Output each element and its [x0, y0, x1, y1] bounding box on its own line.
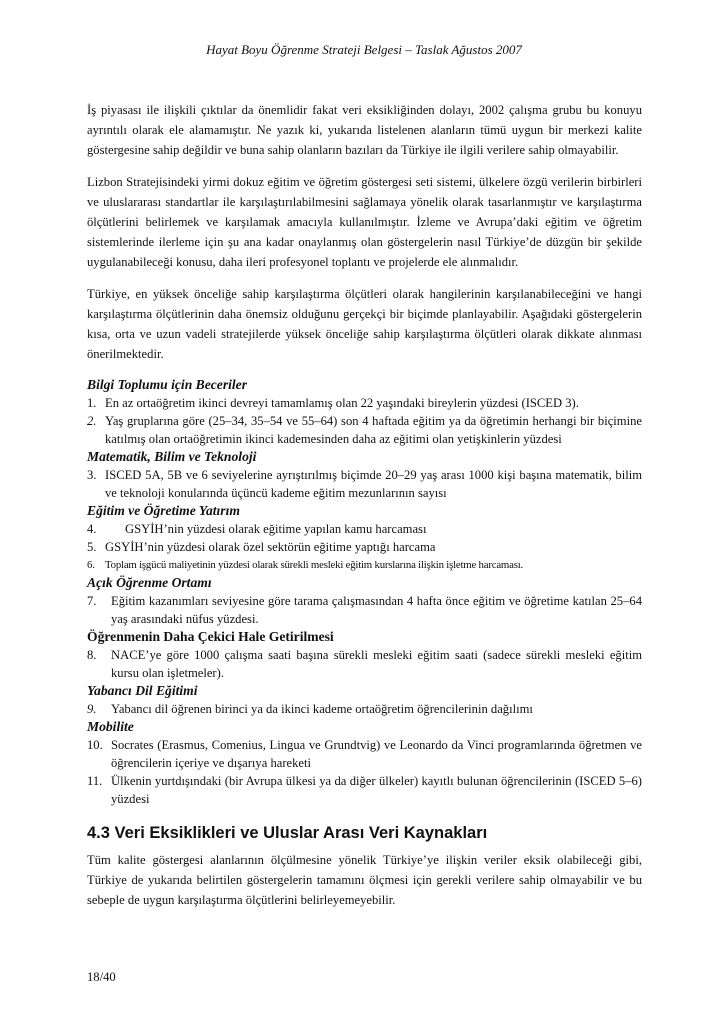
subheading: Mobilite: [87, 719, 134, 734]
item-number: 5.: [87, 540, 97, 554]
indicator-list: [87, 736, 642, 808]
item-text: Ülkenin yurtdışındaki (bir Avrupa ülkesi ya da diğer ülkeler) kayıtlı bulunan öğrencilerinin (ISCED 5–6) yüzdesi: [111, 774, 642, 806]
item-number: 11.: [87, 774, 103, 788]
subheading: Matematik, Bilim ve Teknoloji: [87, 449, 257, 464]
paragraph: Lizbon Stratejisindeki yirmi dokuz eğitim ve öğretim göstergesi seti sistemi, ülkelere özgü verilerin birbirleri ve uluslararası standartlar ile karşılaştırılabilmesini sağlamaya yönelik olarak tasarlanmıştır ve karşılaştırma ölçütlerini belirlemek ve karşılamak amacıyla kullanılmıştır. İzleme ve Avrupa’daki eğitim ve öğretim sistemlerinde ilerleme için şu ana kadar onaylanmış olan göstergelerin nasıl Türkiye’de düzgün bir şekilde uygulanabileceği konusu, daha ileri profesyonel toplantı ve projelerde ele alınmalıdır.: [87, 175, 642, 269]
indicator-list: [87, 646, 642, 682]
list-item: [87, 736, 642, 772]
list-item: [87, 646, 642, 682]
list-item: [87, 556, 642, 574]
indicator-list: [87, 700, 642, 718]
item-text: GSYİH’nin yüzdesi olarak özel sektörün eğitime yaptığı harcama: [105, 540, 436, 554]
subheading: Bilgi Toplumu için Beceriler: [87, 377, 247, 392]
item-number: 6.: [87, 559, 95, 571]
item-text: NACE’ye göre 1000 çalışma saati başına sürekli mesleki eğitim saati (sadece sürekli mesleki eğitim kursu olan işletmeler).: [111, 648, 642, 680]
paragraph: İş piyasası ile ilişkili çıktılar da önemlidir fakat veri eksikliğinden dolayı, 2002 çalışma grubu bu konuyu ayrıntılı olarak ele alamamıştır. Ne yazık ki, yukarıda listelenen alanların tümü uygun bir merkezi kalite göstergesine sahip değildir ve buna sahip olanların bazıları da Türkiye ile ilgili verilere sahip olmayabilir.: [87, 103, 642, 157]
item-text: Yabancı dil öğrenen birinci ya da ikinci kademe ortaöğretim öğrencilerinin dağılımı: [111, 702, 533, 716]
indicator-list: [87, 394, 642, 448]
subheading: Öğrenmenin Daha Çekici Hale Getirilmesi: [87, 629, 334, 644]
item-number: 10.: [87, 738, 103, 752]
indicator-list: [87, 592, 642, 628]
list-item: [87, 466, 642, 502]
item-text: Eğitim kazanımları seviyesine göre tarama çalışmasından 4 hafta önce eğitim ve öğretime katılan 25–64 yaş arasındaki nüfus yüzdesi.: [111, 594, 642, 626]
list-item: [87, 538, 642, 556]
subheading: Açık Öğrenme Ortamı: [87, 575, 212, 590]
item-number: 7.: [87, 594, 97, 608]
item-number: 3.: [87, 468, 97, 482]
item-text: Toplam işgücü maliyetinin yüzdesi olarak sürekli mesleki eğitim kurslarına ilişkin işletme harcaması.: [105, 559, 524, 571]
paragraph: Türkiye, en yüksek önceliğe sahip karşılaştırma ölçütleri olarak hangilerinin karşılanabileceğini ve hangi karşılaştırma ölçütlerinin daha önemsiz olduğunu gerçekçi bir biçimde planlayabilir. Aşağıdaki göstergelerin kısa, orta ve uzun vadeli stratejilerde yüksek önceliğe sahip karşılaştırma ölçütleri olarak dikkate alınması önerilmektedir.: [87, 287, 642, 361]
list-item: [87, 772, 642, 808]
item-number: 1.: [87, 396, 97, 410]
subheading: Yabancı Dil Eğitimi: [87, 683, 198, 698]
list-item: [87, 700, 642, 718]
page-number: 18/40: [87, 970, 116, 984]
item-number: 4.: [87, 522, 97, 536]
item-number: 9.: [87, 702, 97, 716]
item-number: 8.: [87, 648, 97, 662]
list-item: [87, 394, 642, 412]
item-number: 2.: [87, 414, 97, 428]
item-text: ISCED 5A, 5B ve 6 seviyelerine ayrıştırılmış biçimde 20–29 yaş arası 1000 kişi başına matematik, bilim ve teknoloji konularında üçüncü kademe eğitim mezunlarının sayısı: [105, 468, 642, 500]
item-text: En az ortaöğretim ikinci devreyi tamamlamış olan 22 yaşındaki bireylerin yüzdesi (ISCED 3).: [105, 396, 579, 410]
section-heading: 4.3 Veri Eksiklikleri ve Uluslar Arası Veri Kaynakları: [87, 824, 488, 842]
list-item: [87, 412, 642, 448]
list-item: [87, 520, 642, 538]
indicator-list: [87, 520, 642, 574]
subheading: Eğitim ve Öğretime Yatırım: [87, 503, 240, 518]
page-header: Hayat Boyu Öğrenme Strateji Belgesi – Taslak Ağustos 2007: [206, 42, 522, 57]
item-text: Yaş gruplarına göre (25–34, 35–54 ve 55–64) son 4 haftada eğitim ya da öğretimin herhangi bir biçimine katılmış olan ortaöğretimin ikinci kademesinden daha az eğitimi olan yetişkinlerin yüzdesi: [105, 414, 642, 446]
list-item: [87, 592, 642, 628]
page-content: [87, 100, 642, 922]
section-paragraph: Tüm kalite göstergesi alanlarının ölçülmesine yönelik Türkiye’ye ilişkin veriler eksik olabileceği gibi, Türkiye de yukarıda belirtilen göstergelerin tamamını ölçmesi için gerekli verilere sahip olmayabilir ve bu sebeple de uygun karşılaştırma ölçütlerini belirleyemeyebilir.: [87, 853, 642, 907]
indicator-list: [87, 466, 642, 502]
item-text: Socrates (Erasmus, Comenius, Lingua ve Grundtvig) ve Leonardo da Vinci programlarında öğretmen ve öğrencilerin içeriye ve dışarıya hareketi: [111, 738, 642, 770]
item-text: GSYİH’nin yüzdesi olarak eğitime yapılan kamu harcaması: [125, 522, 427, 536]
